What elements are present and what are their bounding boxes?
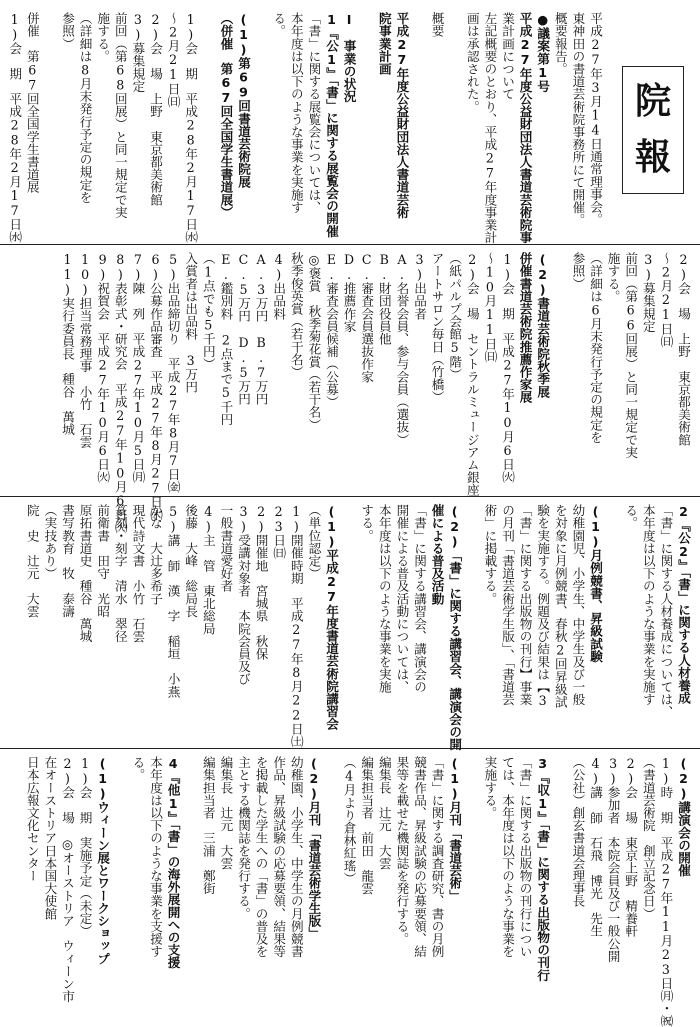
tier1-column: 前回（第68回展）と同一規定で実: [112, 12, 128, 219]
tier3-column: 催による普及活動: [429, 504, 445, 605]
tier1-column: 参照）: [60, 12, 75, 50]
tier2-column: 1)会 期 平成27年10月6日㈫: [500, 252, 515, 483]
tier2-column: B.財団役員他: [376, 252, 392, 345]
tier3-column: 験を実施する。例題及び結果は【3: [535, 504, 551, 708]
tier4-column: を掲載した学生への「書」の普及を: [253, 756, 269, 958]
tier1-column: 東神田の書道芸術院事務所にて開催。: [570, 12, 586, 227]
tier1-column: 「書」に関する展覧会については、: [306, 12, 322, 214]
tier4-column: 在オーストリア日本国大使館: [42, 756, 58, 920]
tier1-column: 施する。: [95, 12, 111, 63]
tier3-column: 前衛書 田守 光昭: [95, 504, 111, 618]
tier2-column: E.審査会員候補（公募）: [324, 252, 339, 408]
tier4-column: 幼稚園、小学生、中学生の月例競書: [288, 756, 304, 958]
tier1-column: (1)第69回書道芸術院展: [236, 12, 251, 188]
tier3-column: 4)主 管 東北総局: [200, 504, 216, 635]
tier3-column: 「書」に関する出版物の刊行】事業: [517, 504, 533, 706]
tier2-column: 参照）: [570, 252, 586, 290]
tier2-column: 6)公募作品審査 平成27年8月27日㈭: [148, 252, 163, 521]
tier2-column: D.推薦作家: [341, 252, 357, 333]
tier1-column: 画は承認された。: [464, 12, 480, 113]
tier3-column: 術」に掲載する。: [482, 504, 498, 605]
tier1-column: る。: [271, 12, 287, 38]
tier4-column: 4『他1』「書」の海外展開への支援: [165, 756, 181, 969]
tier1-column: 業計画について: [500, 12, 515, 101]
tier1-column: ●議案第1号: [535, 12, 551, 93]
tier1-column: Ⅰ 事業の状況: [341, 12, 357, 103]
tier4-column: 4)講 師 石飛 博光 先生: [588, 756, 603, 938]
tier2-column: 9)祝賀会 平成27年10月6日㈫: [95, 252, 111, 483]
tier4-column: 2)会 場 ◎オーストリア ウィーン市: [60, 756, 75, 1003]
tier4-column: (2)月刊「書道芸術学生版」: [306, 756, 322, 940]
tier3-column: 2)開催地 宮城県 秋保: [253, 504, 269, 660]
tier2-column: （詳細は6月末発行予定の規定を: [588, 252, 603, 444]
tier2-column: C.5万円 D.5万円: [236, 252, 251, 405]
tier4-column: 果等を載せた機関誌を発行する。: [394, 756, 410, 945]
tier3-column: 本年度は以下のような事業を実施す: [640, 504, 656, 706]
tier2-column: （紙パルプ会館5階）: [447, 252, 463, 381]
tier4-column: 日本広報文化センター: [24, 756, 40, 882]
tier4-column: 編集担当者 前田 龍雲: [359, 756, 375, 895]
tier4-column: 編集担当者 三浦 鄭街: [200, 756, 216, 895]
tier1-column: 平成27年3月14日通常理事会。: [588, 12, 603, 226]
tier4-column: ては、本年度は以下のような事業を: [500, 756, 515, 958]
tier3-column: する。: [359, 504, 375, 542]
tier1-column: 平成27年度公益財団法人書道芸術院事: [517, 12, 533, 244]
tier1-column: 平成27年度公益財団法人書道芸術: [394, 12, 410, 219]
tier4-column: 「書」に関する出版物の刊行につい: [517, 756, 533, 958]
tier2-column: （1点でも5千円）: [200, 252, 216, 371]
section-title-box: [622, 66, 684, 194]
tier3-column: 「書」に関する講習会、講演会の: [412, 504, 427, 693]
tier2-column: 5)出品締切り 平成27年8月7日㈮: [165, 252, 181, 494]
tier2-column: ◎褒賞 秋季菊花賞（若干名）: [306, 252, 322, 431]
tier3-column: 開催による普及活動については、: [394, 504, 410, 693]
tier3-column: 後藤 大峰 総局長: [183, 504, 199, 618]
tier2-column: 2)会 場 上野 東京都美術館: [676, 252, 691, 446]
tier4-column: 競書作品、昇級試験の応募要領、結: [412, 756, 427, 958]
tier1-column: 概要: [429, 12, 445, 38]
tier1-column: 左記概要のとおり、平成27年度事業計: [482, 12, 498, 244]
tier2-column: 併催書道芸術院推薦作家展: [517, 252, 533, 404]
tier3-column: （単位認定）: [306, 504, 322, 580]
tier4-column: る。: [130, 756, 146, 782]
tier4-column: (1)ウィーン展とワークショップ: [95, 756, 111, 965]
tier2-column: ～2月21日㈰: [658, 252, 674, 348]
tier1-column: 1)会 期 平成28年2月17日㈬: [7, 12, 23, 243]
tier3-column: の月刊「書道芸術学生版」、「書道芸: [500, 504, 515, 706]
tier4-column: 主とする機関誌を発行する。: [236, 756, 251, 920]
tier-divider-1: [0, 244, 700, 245]
tier1-column: 本年度は以下のような事業を実施す: [288, 12, 304, 214]
tier2-column: (2)書道芸術院秋季展: [535, 252, 551, 398]
tier3-column: 5)講 師 漢 字 稲垣 小燕: [165, 504, 181, 698]
tier2-column: 3)出品者: [412, 252, 427, 320]
tier1-column: 2)会 場 上野 東京都美術館: [148, 12, 163, 206]
tier2-column: A.3万円 B.7万円: [253, 252, 269, 405]
tier4-column: （4月より倉林紅瑤）: [341, 756, 357, 885]
tier4-column: (2)講演会の開催: [676, 756, 691, 877]
tier3-column: 現代詩文書 小竹 石雲: [130, 504, 146, 643]
tier2-column: A.名誉会員、参与会員（選抜）: [394, 252, 410, 446]
tier3-column: 本年度は以下のような事業を実施: [376, 504, 392, 693]
tier2-column: 入賞者は出品料 3万円: [183, 252, 199, 393]
tier2-column: 8)表彰式・研究会 平成27年10月6日㈫: [112, 252, 128, 534]
tier2-column: 施する。: [605, 252, 621, 303]
tier2-column: 10)担当常務理事 小竹 石雲: [77, 252, 93, 449]
tier3-column: 2『公2』「書」に関する人材養成: [676, 504, 691, 705]
tier1-column: 併催 第67回全国学生書道展: [24, 12, 40, 194]
tier4-column: （書道芸術院 創立記念日）: [640, 756, 656, 920]
tier4-column: 1)時 期 平成27年11月23日㈪・㈷: [658, 756, 674, 1027]
tier-divider-3: [0, 748, 700, 749]
tier1-column: （併催 第67回全国学生書道展）: [218, 12, 234, 219]
tier2-column: 秋季俊英賞（若干名）: [288, 252, 304, 378]
tier3-column: 「書」に関する人材養成については、: [658, 504, 674, 719]
tier2-column: C.審査会員選抜作家: [359, 252, 375, 383]
tier4-column: (1)月刊「書道芸術」: [447, 756, 463, 902]
tier4-column: 1)会 期 実施予定（未定）: [77, 756, 93, 938]
tier3-column: 1)開催時期 平成27年8月22日㈯: [288, 504, 304, 748]
tier1-column: 3)募集規定: [130, 12, 146, 93]
tier4-column: 3)参加者 本院会員及び一般公開: [605, 756, 621, 963]
tier3-column: (2)「書」に関する講習会、講演会の開: [447, 504, 463, 751]
tier1-column: 院事業計画: [376, 12, 392, 75]
tier2-column: 3)募集規定: [640, 252, 656, 333]
tier4-column: 編集長 辻元 大雲: [218, 756, 234, 870]
tier3-column: 一般書道愛好者: [218, 504, 234, 593]
tier4-column: 「書」に関する調査研究、書の月例: [429, 756, 445, 958]
tier2-column: 2)会 場 セントラルミュージアム銀座: [464, 252, 480, 497]
tier3-column: を対象に月例競書、春秋2回昇級試: [552, 504, 568, 708]
tier3-column: （実技あり）: [42, 504, 58, 580]
tier3-column: る。: [623, 504, 639, 530]
tier2-column: E.鑑別料 2点まで5千円: [218, 252, 234, 426]
tier4-column: 3『収1』「書」に関する出版物の刊行: [535, 756, 551, 982]
tier4-column: 編集長 辻元 大雲: [376, 756, 392, 870]
tier2-column: アートサロン毎日（竹橋）: [429, 252, 445, 404]
tier2-column: 4)出品料: [271, 252, 287, 320]
tier3-column: 幼稚園児、小学生、中学生及び一般: [570, 504, 586, 706]
tier2-column: 7)陳 列 平成27年10月5日㈪: [130, 252, 146, 483]
tier3-column: かな 大辻多希子: [148, 504, 163, 605]
tier2-column: 11)実行委員長 種谷 萬城: [60, 252, 75, 436]
tier3-column: (1)月例競書、昇級試験: [588, 504, 603, 663]
tier3-column: (1)平成27年度書道芸術院講習会: [324, 504, 339, 731]
tier3-column: 院 史 辻元 大雲: [24, 504, 40, 618]
tier1-column: 1)会 期 平成28年2月17日㈬: [183, 12, 199, 243]
tier3-column: 23日㈰: [271, 504, 287, 560]
tier3-column: 原拓書道史 種谷 萬城: [77, 504, 93, 643]
tier1-column: （詳細は8月末発行予定の規定を: [77, 12, 93, 204]
tier4-column: 実施する。: [482, 756, 498, 819]
section-title-char-2: 報: [634, 136, 671, 178]
tier3-column: 3)受講対象者 本院会員及び: [236, 504, 251, 686]
tier2-column: 前回（第66回展）と同一規定で実: [623, 252, 639, 459]
tier3-column: 篆刻・刻字 清水 翠径: [112, 504, 128, 643]
tier2-column: ～10月11日㈰: [482, 252, 498, 363]
tier4-column: 作品、昇級試験の応募要領、結果等: [271, 756, 287, 958]
tier1-column: 概要報告。: [552, 12, 568, 75]
tier4-column: （公社）創玄書道会理事長: [570, 756, 586, 908]
tier1-column: 1『公1』「書」に関する展覧会の開催: [324, 12, 339, 238]
tier4-column: 本年度は以下のような事業を支援す: [148, 756, 163, 958]
tier4-column: 2)会 場 東京上野 精養軒: [623, 756, 639, 938]
tier1-column: ～2月21日㈰: [165, 12, 181, 108]
section-title-char-1: 院: [634, 80, 671, 122]
tier-divider-2: [0, 496, 700, 497]
tier3-column: 書写教育 牧 泰濤: [60, 504, 75, 618]
